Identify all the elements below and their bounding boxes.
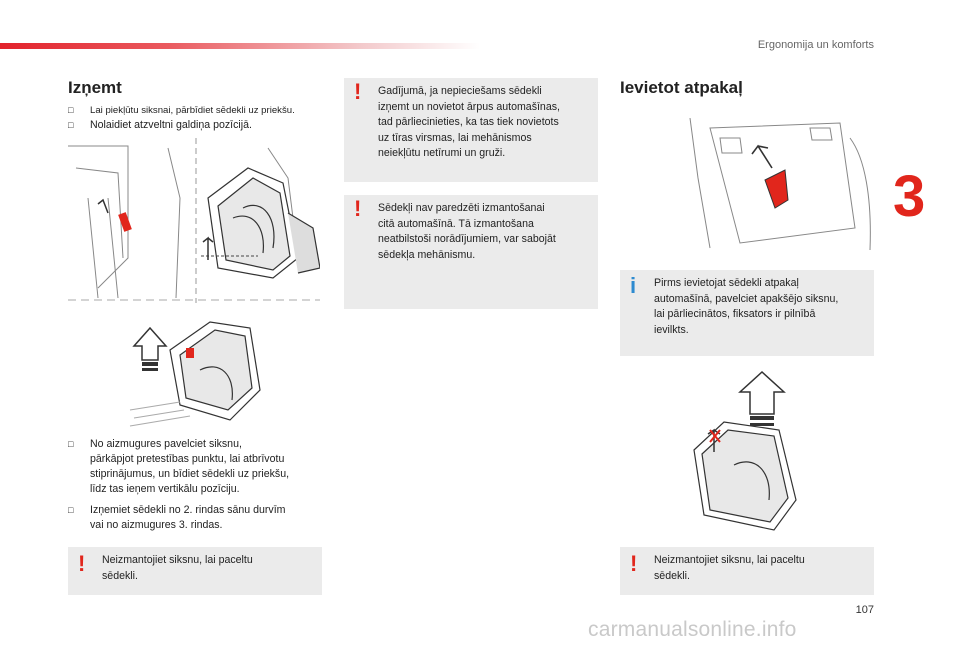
step-item: □ Izņemiet sēdekli no 2. rindas sānu durvīm vai no aizmugures 3. rindas. — [68, 504, 286, 531]
exclamation-icon: ! — [354, 79, 362, 104]
warning-box: ! Neizmantojiet siksnu, lai paceltu sēdekli. — [68, 547, 322, 595]
chapter-number: 3 — [893, 164, 926, 229]
step-item: □ No aizmugures pavelciet siksnu, pārkāpjot pretestības punktu, lai atbrīvotu stiprinājumus, un bīdiet sēdekli uz priekšu, līdz tas ieņem vertikālu pozīciju. — [68, 438, 290, 495]
refit-strap-illustration — [680, 118, 876, 250]
step-item: □ Lai piekļūtu siksnai, pārbīdiet sēdekli uz priekšu. — [68, 105, 295, 116]
square-bullet-icon: □ — [68, 505, 74, 515]
square-bullet-icon: □ — [68, 439, 74, 449]
exclamation-icon: ! — [78, 551, 86, 576]
info-box: i Pirms ievietojat sēdekli atpakaļ automašīnā, pavelciet apakšējo siksnu, lai pārliecinātos, fiksators ir pilnībā ievilkts. — [620, 270, 874, 356]
seat-tilt-illustration — [120, 310, 280, 430]
exclamation-icon: ! — [354, 196, 362, 221]
section-title-refit: Ievietot atpakaļ — [620, 78, 743, 97]
step-item: □ Nolaidiet atzveltni galdiņa pozīcijā. — [68, 119, 252, 131]
square-bullet-icon: □ — [68, 105, 74, 115]
seat-strap-illustration — [68, 138, 320, 303]
warning-box: ! Neizmantojiet siksnu, lai paceltu sēdekli. — [620, 547, 874, 595]
exclamation-icon: ! — [630, 551, 638, 576]
square-bullet-icon: □ — [68, 120, 74, 130]
warning-box: ! Gadījumā, ja nepieciešams sēdekli izņemt un novietot ārpus automašīnas, tad pārliecinieties, ka tas tiek novietots uz tīras virsmas, lai mehānismos neiekļūtu netīrumi un gruži. — [344, 78, 598, 182]
seat-insert-illustration — [684, 370, 804, 538]
watermark: carmanualsonline.info — [588, 618, 797, 641]
page-number: 107 — [855, 604, 874, 616]
section-title-remove: Izņemt — [68, 78, 122, 97]
chapter-title: Ergonomija un komforts — [757, 39, 874, 51]
header-accent-bar — [0, 43, 480, 49]
figure-divider — [68, 296, 320, 304]
warning-box: ! Sēdekļi nav paredzēti izmantošanai citā automašīnā. Tā izmantošana neatbilstoši norādījumiem, var sabojāt sēdekļa mehānismu. — [344, 195, 598, 309]
info-icon: i — [630, 273, 637, 298]
